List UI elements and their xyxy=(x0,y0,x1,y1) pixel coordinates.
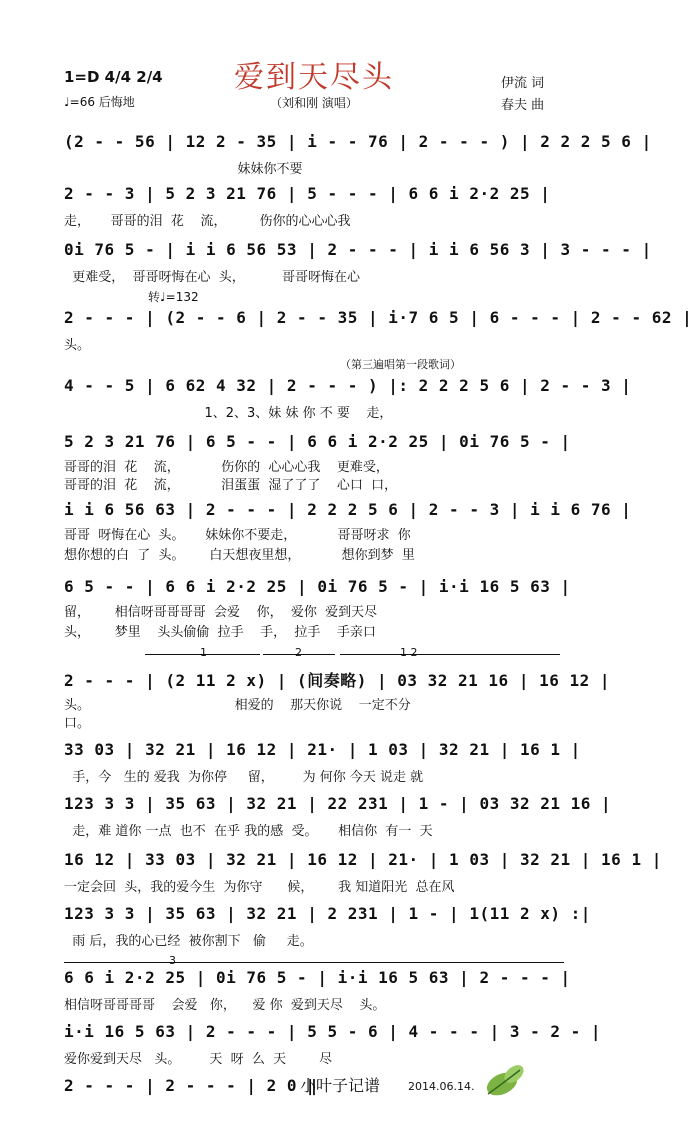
lyrics: 1、2、3、妹 妹 你 不 要 走， xyxy=(64,406,393,421)
notes: 2 - - - | (2 - - 6 | 2 - - 35 | i·7 6 5 | 6 - - - | 2 - - 62 | xyxy=(64,308,692,327)
key-signature: 1=D 4/4 2/4 xyxy=(64,68,163,86)
volta-2: 2 xyxy=(295,646,302,659)
notes: 2 - - 3 | 5 2 3 21 76 | 5 - - - | 6 6 i 2·2 25 | xyxy=(64,184,551,203)
lyrics-alt: 想你想的白 了 头。 白天想夜里想， 想你到梦 里 xyxy=(64,548,415,563)
volta-3-bracket xyxy=(64,954,564,967)
leaf-icon xyxy=(480,1060,530,1100)
lyrics: 一定会回 头，我的爱今生 为你守 候， 我 知道阳光 总在风 xyxy=(64,880,455,895)
tempo-change: 转♩=132 xyxy=(148,290,199,304)
notes: 16 12 | 33 03 | 32 21 | 16 12 | 21· | 1 03 | 32 21 | 16 1 | xyxy=(64,850,662,869)
lyrics: 手，今 生的 爱我 为你停 留， 为 何你 今天 说走 就 xyxy=(64,770,424,785)
lyrics-alt: 口。 xyxy=(64,716,91,731)
notes: i·i 16 5 63 | 2 - - - | 5 5 - 6 | 4 - - - | 3 - 2 - | xyxy=(64,1022,602,1041)
third-pass-note: （第三遍唱第一段歌词） xyxy=(340,358,461,371)
singer-credit: （刘和刚 演唱） xyxy=(270,96,358,110)
composer-credit: 春夫 曲 xyxy=(501,98,545,113)
lyrics: 头。 相爱的 那天你说 一定不分 xyxy=(64,698,411,713)
notes: 0i 76 5 - | i i 6 56 53 | 2 - - - | i i 6 56 3 | 3 - - - | xyxy=(64,240,652,259)
tempo-marking: ♩=66 后悔地 xyxy=(64,95,135,109)
volta-1: 1 xyxy=(200,646,207,659)
lyrics-alt: 哥哥的泪 花 流， 泪蛋蛋 湿了了了 心口 口， xyxy=(64,478,398,493)
notes: (2 - - 56 | 12 2 - 35 | i - - 76 | 2 - - - ) | 2 2 2 5 6 | xyxy=(64,132,652,151)
notes: 5 2 3 21 76 | 6 5 - - | 6 6 i 2·2 25 | 0i 76 5 - | xyxy=(64,432,571,451)
volta-brackets xyxy=(145,646,565,660)
volta-3: 3 xyxy=(169,954,176,967)
notes: 123 3 3 | 35 63 | 32 21 | 2 231 | 1 - | 1(11 2 x) :| xyxy=(64,904,591,923)
notes: 6 5 - - | 6 6 i 2·2 25 | 0i 76 5 - | i·i 16 5 63 | xyxy=(64,577,571,596)
lyrics: 哥哥 呀悔在心 头。 妹妹你不要走， 哥哥呀求 你 xyxy=(64,528,411,543)
lyrics: 雨 后，我的心已经 被你割下 偷 走。 xyxy=(64,934,313,949)
lyrics: 相信呀哥哥哥哥 会爱 你， 爱 你 爱到天尽 头。 xyxy=(64,998,386,1013)
notes: 33 03 | 32 21 | 16 12 | 21· | 1 03 | 32 21 | 16 1 | xyxy=(64,740,581,759)
song-title: 爱到天尽头 xyxy=(234,60,394,95)
transcriber-signature: 小叶子记谱 xyxy=(300,1076,381,1095)
notes: 123 3 3 | 35 63 | 32 21 | 22 231 | 1 - | 03 32 21 16 | xyxy=(64,794,612,813)
lyrics: 妹妹你不要 xyxy=(64,162,303,177)
transcription-date: 2014.06.14. xyxy=(408,1080,475,1093)
notes: 6 6 i 2·2 25 | 0i 76 5 - | i·i 16 5 63 | 2 - - - | xyxy=(64,968,571,987)
lyrics: 留， 相信呀哥哥哥哥 会爱 你， 爱你 爱到天尽 xyxy=(64,605,378,620)
volta-1-2: 1 2 xyxy=(400,646,418,659)
notes: 4 - - 5 | 6 62 4 32 | 2 - - - ) |: 2 2 2 5 6 | 2 - - 3 | xyxy=(64,376,632,395)
lyrics-alt: 头， 梦里 头头偷偷 拉手 手， 拉手 手亲口 xyxy=(64,625,376,640)
notes: 2 - - - | 2 - - - | 2 0 ‖ xyxy=(64,1076,318,1095)
lyrics: 走， 哥哥的泪 花 流， 伤你的心心心我 xyxy=(64,214,351,229)
lyrics: 更难受， 哥哥呀悔在心 头， 哥哥呀悔在心 xyxy=(64,270,360,285)
lyrics: 哥哥的泪 花 流， 伤你的 心心心我 更难受， xyxy=(64,460,389,475)
lyrics: 走，难 道你 一点 也不 在乎 我的感 受。 相信你 有一 天 xyxy=(64,824,433,839)
notes: i i 6 56 63 | 2 - - - | 2 2 2 5 6 | 2 - - 3 | i i 6 76 | xyxy=(64,500,632,519)
lyricist-credit: 伊流 词 xyxy=(501,76,545,91)
lyrics: 爱你爱到天尽 头。 天 呀 么 天 尽 xyxy=(64,1052,333,1067)
notes: 2 - - - | (2 11 2 x) | (间奏略) | 03 32 21 16 | 16 12 | xyxy=(64,671,611,690)
lyrics: 头。 xyxy=(64,338,91,353)
